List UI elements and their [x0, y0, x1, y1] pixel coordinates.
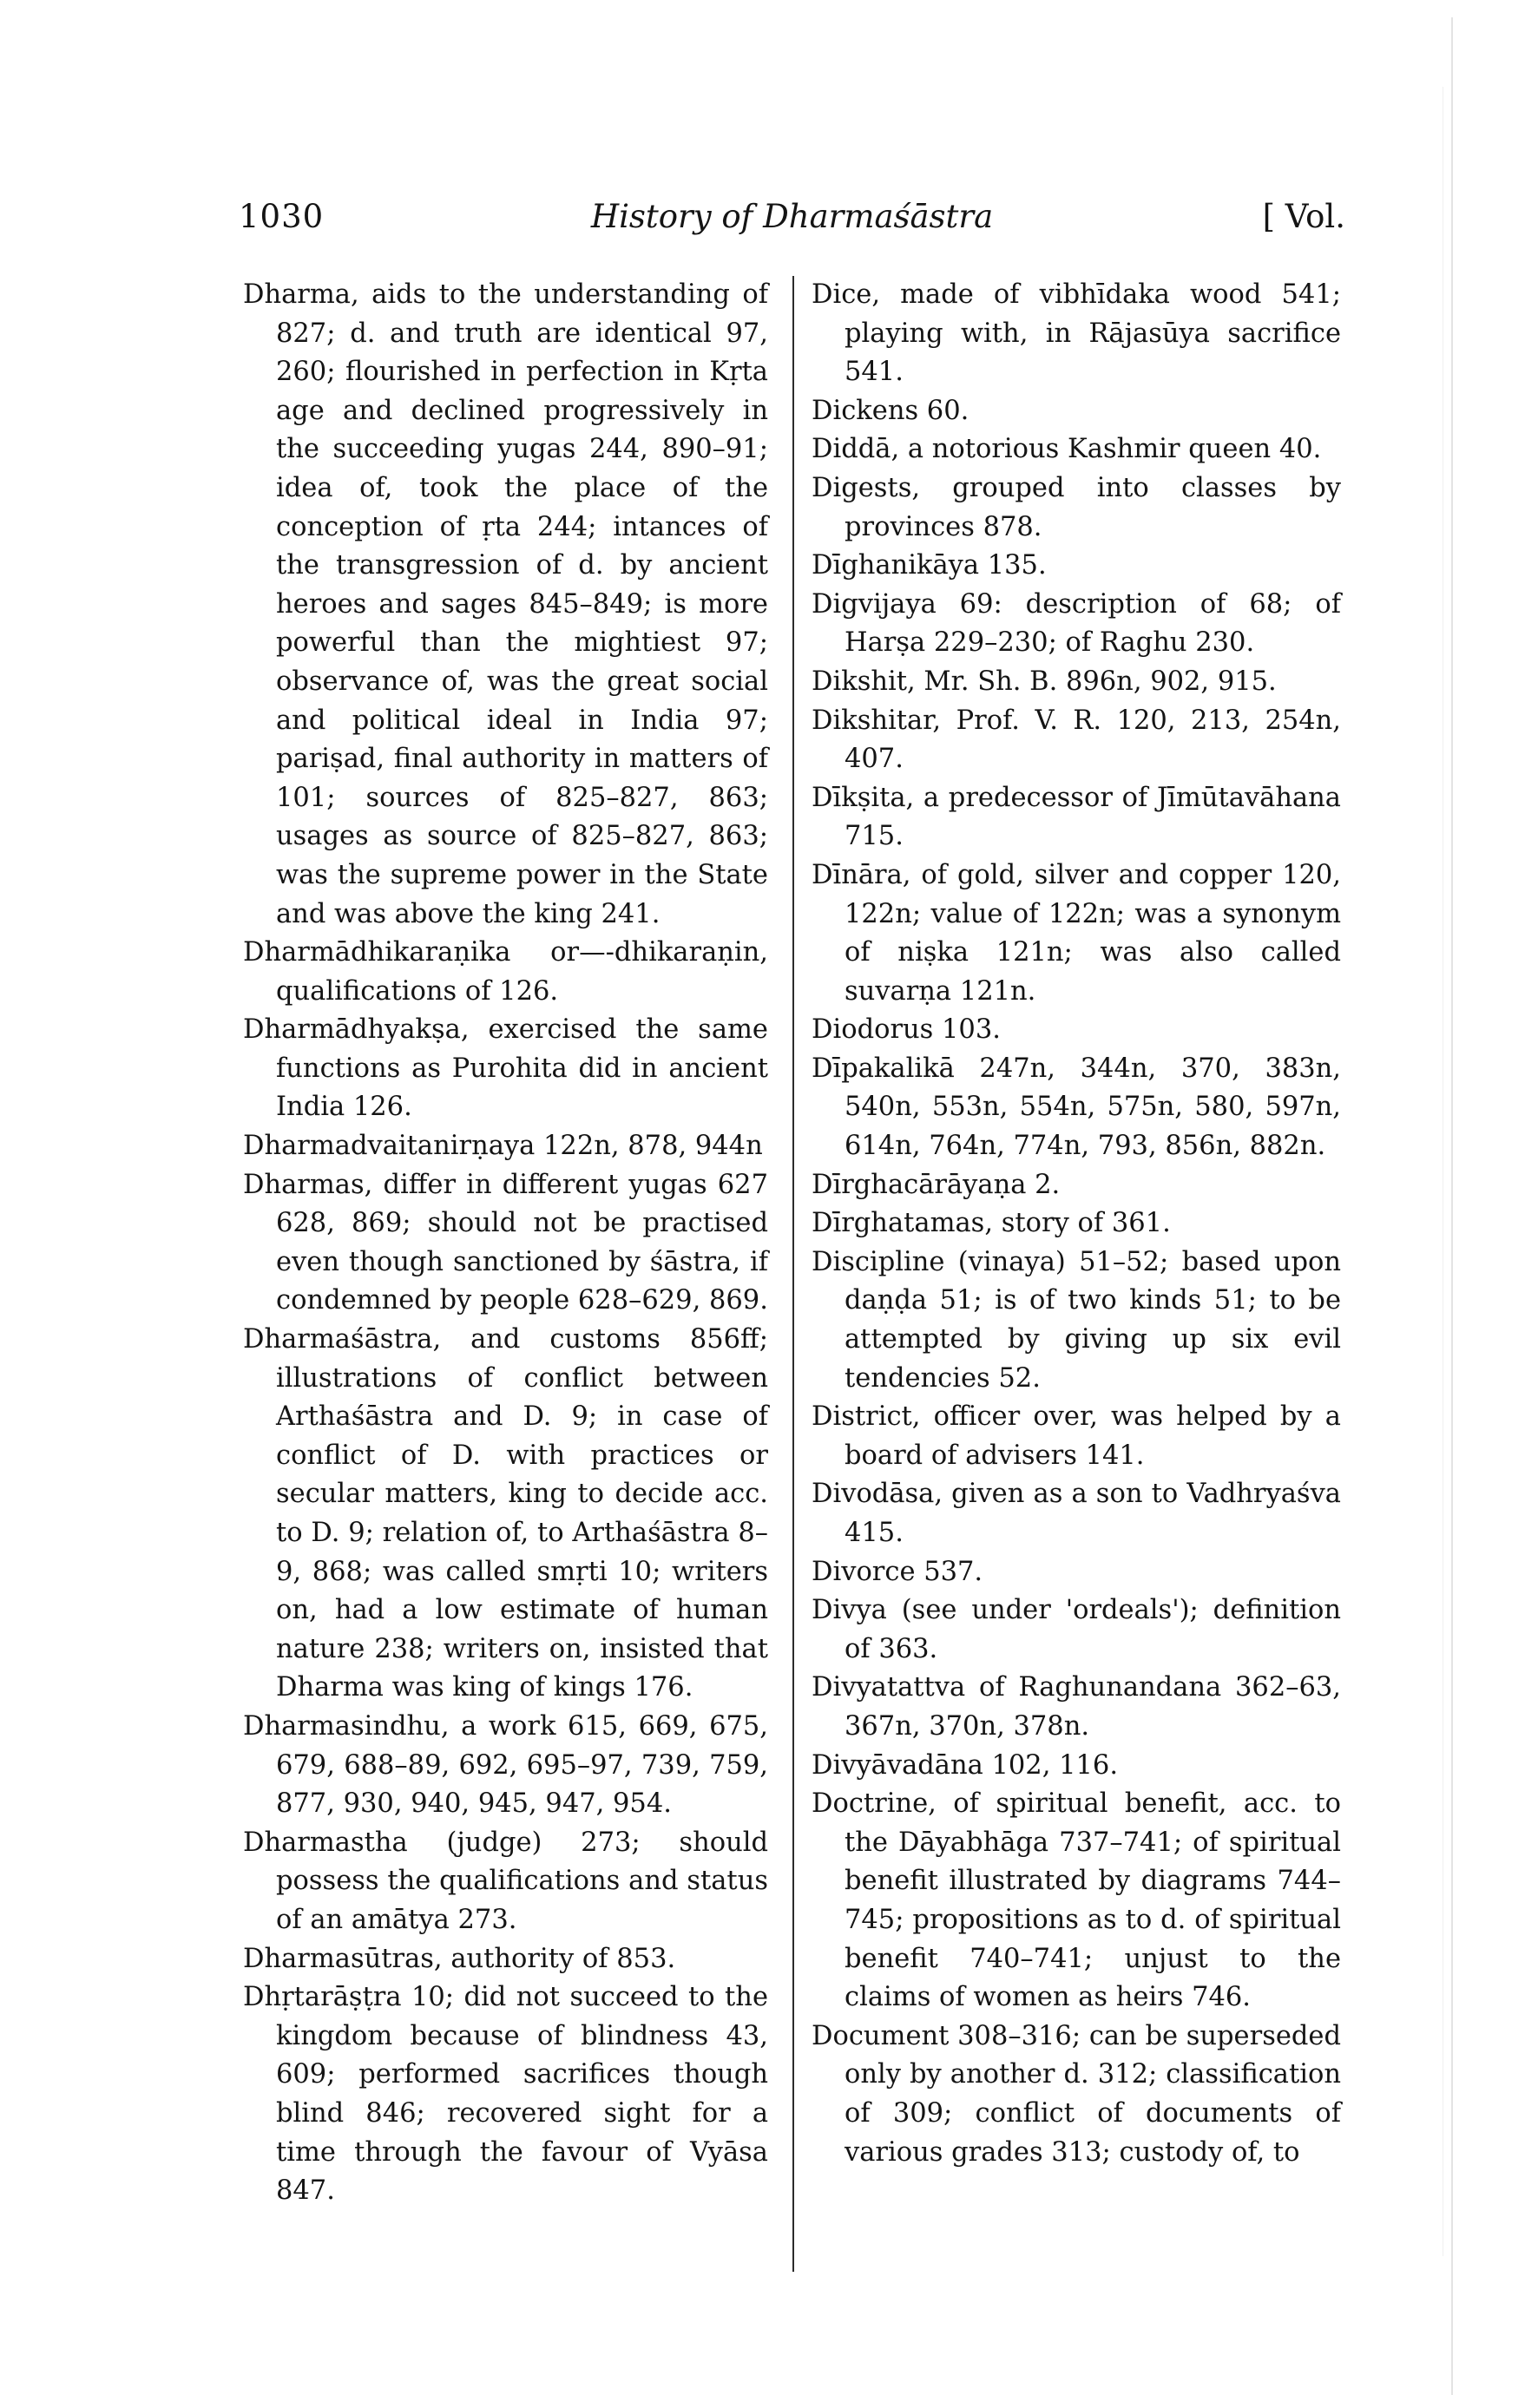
index-entry: Dharmadvaitanirṇaya 122n, 878, 944n — [243, 1131, 763, 1162]
running-title: History of Dharmaśāstra — [590, 198, 994, 235]
index-entry: Dharmaśāstra, and customs 856ff; illustrations of conflict between Arthaśāstra and D. 9; in case of conflict of D. with practices or secular matters, king to decide acc. to D. 9; relation of, to Arthaśāstra 8–9, 868; was called smṛti 10; writers on, had a low estimate of human nature 238; writers on, insisted that Dharma was king of kings 176. — [243, 1324, 768, 1703]
index-entry: Dice, made of vibhīdaka wood 541; playing with, in Rājasūya sacrifice 541. — [812, 279, 1341, 388]
volume-label: [ Vol. — [1262, 198, 1345, 235]
index-entry: Dharmādhikaraṇika or—-dhikaraṇin, qualifications of 126. — [243, 937, 768, 1007]
index-entry: Dikshitar, Prof. V. R. 120, 213, 254n, 407. — [812, 705, 1341, 775]
index-entry: Dharmādhyakṣa, exercised the same functions as Purohita did in ancient India 126. — [243, 1014, 768, 1123]
index-entry: Document 308–316; can be superseded only by another d. 312; classification of 309; conflict of documents of various grades 313; custody of, to — [812, 2020, 1341, 2168]
page-header — [239, 198, 1345, 250]
index-entry: Dīghanikāya 135. — [812, 550, 1047, 581]
index-entry: Diodorus 103. — [812, 1014, 1001, 1046]
index-column-left — [243, 276, 768, 2211]
index-entry: Doctrine, of spiritual benefit, acc. to the Dāyabhāga 737–741; of spiritual benefit illustrated by diagrams 744–745; propositions as to d. of spiritual benefit 740–741; unjust to the claims of women as heirs 746. — [812, 1788, 1341, 2013]
index-entry: Dikshit, Mr. Sh. B. 896n, 902, 915. — [812, 666, 1277, 697]
index-entry: Dīnāra, of gold, silver and copper 120, 122n; value of 122n; was a synonym of niṣka 121n; was also called suvarṇa 121n. — [812, 859, 1341, 1007]
index-entry: Dharma, aids to the understanding of 827; d. and truth are identical 97, 260; flourished in perfection in Kṛta age and declined progressively in the succeeding yugas 244, 890–91; idea of, took the place of the conception of ṛta 244; intances of the transgression of d. by ancient heroes and sages 845–849; is more powerful than the mightiest 97; observance of, was the great social and political ideal in India 97; pariṣad, final authority in matters of 101; sources of 825–827, 863; usages as source of 825–827, 863; was the supreme power in the State and was above the king 241. — [243, 279, 768, 929]
index-entry: Dīrghatamas, story of 361. — [812, 1208, 1171, 1239]
index-entry: Discipline (vinaya) 51–52; based upon daṇḍa 51; is of two kinds 51; to be attempted by giving up six evil tendencies 52. — [812, 1246, 1341, 1394]
index-entry: Dharmastha (judge) 273; should possess the qualifications and status of an amātya 273. — [243, 1827, 768, 1935]
index-entry: Dhṛtarāṣṭra 10; did not succeed to the kingdom because of blindness 43, 609; performed sacrifices though blind 846; recovered sight for a time through the favour of Vyāsa 847. — [243, 1982, 768, 2207]
index-entry: Divyatattva of Raghunandana 362–63, 367n, 370n, 378n. — [812, 1672, 1341, 1742]
index-entry: Dīkṣita, a predecessor of Jīmūtavāhana 715. — [812, 782, 1341, 852]
index-entry: Dharmas, differ in different yugas 627 628, 869; should not be practised even though sanctioned by śāstra, if condemned by people 628–629, 869. — [243, 1169, 768, 1316]
index-entry: Dickens 60. — [812, 395, 969, 426]
index-entry: Digests, grouped into classes by provinces 878. — [812, 472, 1341, 542]
index-entry: Diddā, a notorious Kashmir queen 40. — [812, 434, 1322, 465]
index-entry: District, officer over, was helped by a board of advisers 141. — [812, 1401, 1341, 1471]
column-divider — [792, 276, 794, 2272]
index-entry: Digvijaya 69: description of 68; of Harṣa 229–230; of Raghu 230. — [812, 588, 1341, 659]
index-column-right — [812, 276, 1341, 2172]
page-edge-line — [1451, 17, 1453, 2395]
index-entry: Dharmasindhu, a work 615, 669, 675, 679, 688–89, 692, 695–97, 739, 759, 877, 930, 940, 945, 947, 954. — [243, 1710, 768, 1820]
index-entry: Dīpakalikā 247n, 344n, 370, 383n, 540n, 553n, 554n, 575n, 580, 597n, 614n, 764n, 774n, 793, 856n, 882n. — [812, 1053, 1341, 1162]
index-entry: Dīrghacārāyaṇa 2. — [812, 1169, 1061, 1200]
page-number: 1030 — [239, 198, 325, 235]
index-entry: Dharmasūtras, authority of 853. — [243, 1943, 676, 1974]
index-entry: Divorce 537. — [812, 1556, 983, 1587]
index-entry: Divodāsa, given as a son to Vadhryaśva 415. — [812, 1479, 1341, 1548]
index-entry: Divyāvadāna 102, 116. — [812, 1749, 1119, 1781]
index-entry: Divya (see under 'ordeals'); definition of 363. — [812, 1595, 1341, 1664]
